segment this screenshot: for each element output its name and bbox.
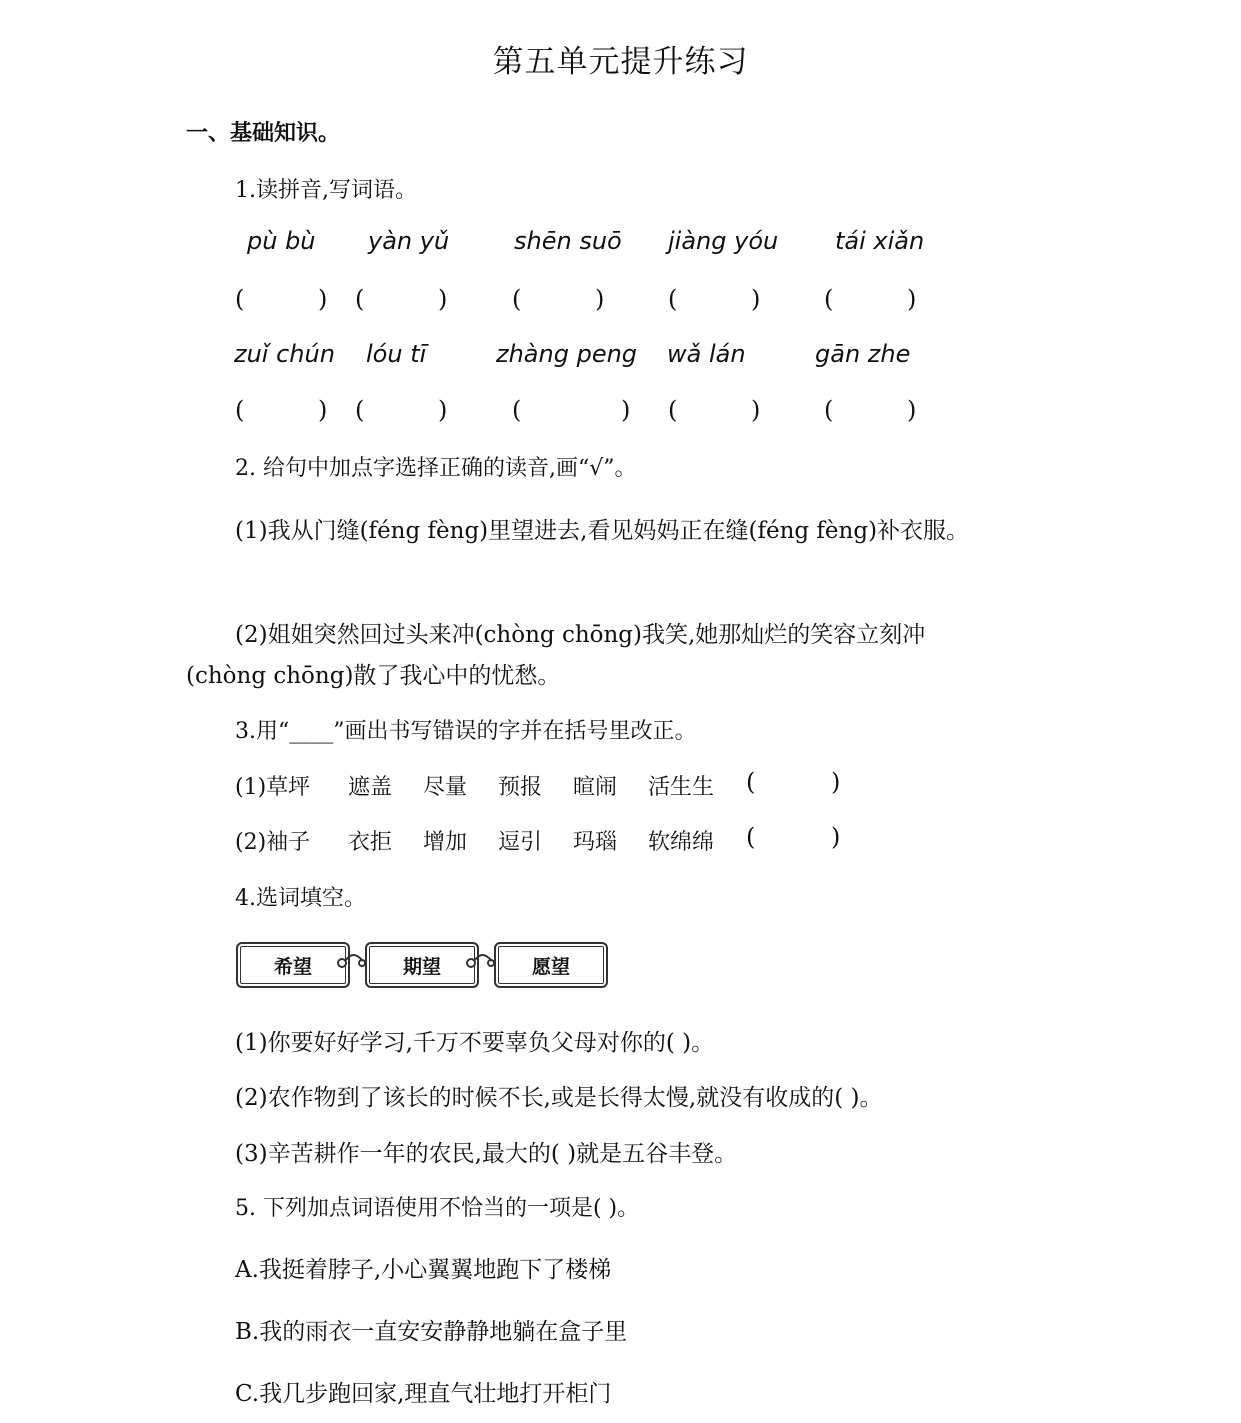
q3-prompt: 3.用“____”画出书写错误的字并在括号里改正。	[235, 719, 697, 744]
word-tag-yuanwang	[494, 942, 608, 988]
answer-paren-left: (	[355, 285, 365, 313]
answer-paren-left: (	[824, 285, 834, 313]
word-item: 增加	[423, 830, 468, 855]
q5-option-a: A.我挺着脖子,小心翼翼地跑下了楼梯	[235, 1257, 612, 1283]
answer-paren-right: )	[751, 285, 761, 313]
answer-paren-right: )	[318, 285, 328, 313]
answer-paren-left: (	[512, 396, 522, 424]
answer-paren-right: )	[438, 285, 448, 313]
word-item: 衣拒	[348, 830, 393, 855]
answer-paren-right: )	[595, 285, 605, 313]
section-heading: 一、基础知识。	[186, 121, 341, 146]
word-item: 玛瑙	[573, 830, 618, 855]
pinyin-item: gān zhe	[815, 340, 911, 368]
answer-paren-right: )	[438, 396, 448, 424]
answer-paren-right: )	[751, 396, 761, 424]
pinyin-item: pù bù	[247, 227, 316, 255]
word-tag-qiwang	[365, 942, 479, 988]
word-item: 活生生	[648, 775, 715, 800]
word-tag-label: 希望	[273, 955, 312, 978]
word-tag-label: 期望	[402, 955, 441, 978]
word-item: (2)袖子	[235, 830, 311, 855]
answer-paren-right: )	[907, 285, 917, 313]
word-tag-label: 愿望	[531, 955, 570, 978]
chain-link-icon	[465, 953, 495, 971]
q4-prompt: 4.选词填空。	[235, 886, 366, 911]
word-item: 暄闹	[573, 775, 618, 800]
answer-paren-right: )	[907, 396, 917, 424]
pinyin-item: shēn suō	[514, 227, 622, 255]
q5-option-c: C.我几步跑回家,理直气壮地打开柜门	[235, 1381, 612, 1407]
answer-paren-right: )	[831, 823, 841, 851]
q4-sentence-3: (3)辛苦耕作一年的农民,最大的( )就是五谷丰登。	[235, 1141, 738, 1167]
word-item: 尽量	[423, 775, 468, 800]
pinyin-item: zuǐ chún	[234, 340, 335, 368]
answer-paren-right: )	[621, 396, 631, 424]
answer-paren-left: (	[668, 285, 678, 313]
q2-prompt: 2. 给句中加点字选择正确的读音,画“√”。	[235, 456, 637, 481]
answer-paren-left: (	[824, 396, 834, 424]
q5-option-b: B.我的雨衣一直安安静静地躺在盒子里	[235, 1319, 628, 1345]
word-item: (1)草坪	[235, 775, 311, 800]
q2-sentence-2: (2)姐姐突然回过头来冲(chòng chōng)我笑,她那灿烂的笑容立刻冲	[235, 622, 926, 648]
answer-paren-left: (	[512, 285, 522, 313]
q5-prompt: 5. 下列加点词语使用不恰当的一项是( )。	[235, 1196, 640, 1221]
q2-sentence-1: (1)我从门缝(féng fèng)里望进去,看见妈妈正在缝(féng fèng)补衣服。	[235, 518, 970, 544]
pinyin-item: lóu tī	[366, 340, 427, 368]
pinyin-item: yàn yǔ	[368, 227, 450, 255]
q1-prompt: 1.读拼音,写词语。	[235, 178, 417, 203]
q2-sentence-2-cont: (chòng chōng)散了我心中的忧愁。	[186, 663, 561, 689]
word-item: 遮盖	[348, 775, 393, 800]
word-item: 预报	[498, 775, 543, 800]
answer-paren-right: )	[831, 768, 841, 796]
word-tag-xiwang	[236, 942, 350, 988]
q4-sentence-2: (2)农作物到了该长的时候不长,或是长得太慢,就没有收成的( )。	[235, 1085, 883, 1111]
answer-paren-left: (	[668, 396, 678, 424]
word-item: 逗引	[498, 830, 543, 855]
pinyin-item: tái xiǎn	[835, 227, 925, 255]
answer-paren-right: )	[318, 396, 328, 424]
word-item: 软绵绵	[648, 830, 715, 855]
pinyin-item: zhàng peng	[496, 340, 638, 368]
q4-sentence-1: (1)你要好好学习,千万不要辜负父母对你的( )。	[235, 1030, 715, 1056]
answer-paren-left: (	[746, 823, 756, 851]
answer-paren-left: (	[235, 285, 245, 313]
pinyin-item: wǎ lán	[667, 340, 746, 368]
page-title: 第五单元提升练习	[492, 44, 749, 80]
pinyin-item: jiàng yóu	[668, 227, 779, 255]
answer-paren-left: (	[355, 396, 365, 424]
answer-paren-left: (	[746, 768, 756, 796]
answer-paren-left: (	[235, 396, 245, 424]
chain-link-icon	[336, 953, 366, 971]
